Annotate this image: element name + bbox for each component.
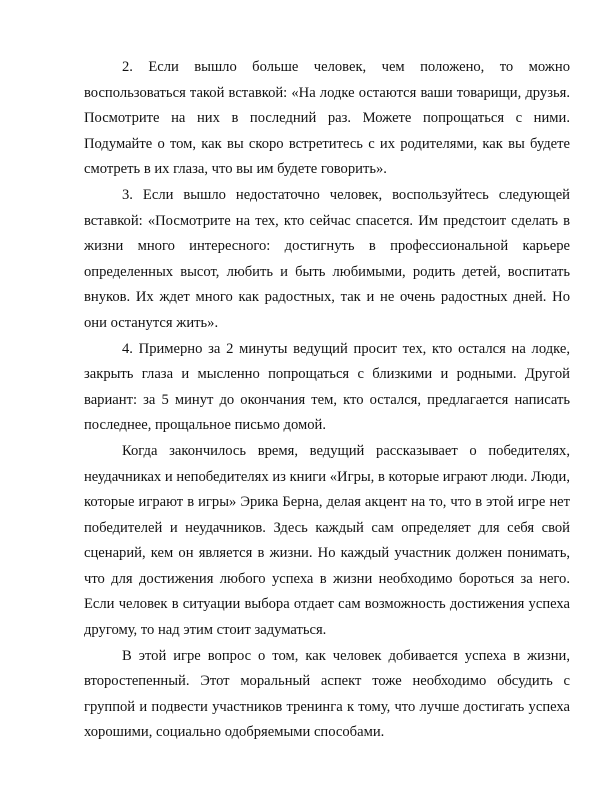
document-body <box>84 55 570 746</box>
paragraph-conclusion: В этой игре вопрос о том, как человек добивается успеха в жизни, второстепенный. Этот моральный аспект тоже необходимо обсудить с группой и подвести участников тренинга к тому, что лучше достигать успеха хорошими, социально одобряемыми способами. <box>84 647 570 741</box>
paragraph-step-2: 2. Если вышло больше человек, чем положено, то можно воспользоваться такой вставкой: «На лодке остаются ваши товарищи, друзья. Посмотрите на них в последний раз. Можете попрощаться с ними. Подумайте о том, как вы скоро встретитесь с их родителями, как вы будете смотреть в их глаза, что вы им будете говорить». <box>84 59 570 178</box>
paragraph-step-3: 3. Если вышло недостаточно человек, воспользуйтесь следующей вставкой: «Посмотрите на тех, кто сейчас спасется. Им предстоит сделать в жизни много интересного: достигнуть в профессиональной карьере определенных высот, любить и быть любимыми, родить детей, воспитать внуков. Их ждет много как радостных, так и не очень радостных дней. Но они останутся жить». <box>84 186 570 331</box>
paragraph-step-4: 4. Примерно за 2 минуты ведущий просит тех, кто остался на лодке, закрыть глаза и мысленно попрощаться с близкими и родными. Другой вариант: за 5 минут до окончания тем, кто остался, предлагается написать последнее, прощальное письмо домой. <box>84 340 570 434</box>
paragraph-discussion: Когда закончилось время, ведущий рассказывает о победителях, неудачниках и непобедителях из книги «Игры, в которые играют люди. Люди, которые играют в игры» Эрика Берна, делая акцент на то, что в этой игре нет победителей и неудачников. Здесь каждый сам определяет для себя свой сценарий, кем он является в жизни. Но каждый участник должен понимать, что для достижения любого успеха в жизни необходимо бороться за него. Если человек в ситуации выбора отдает сам возможность достижения успеха другому, то над этим стоит задуматься. <box>84 442 570 639</box>
